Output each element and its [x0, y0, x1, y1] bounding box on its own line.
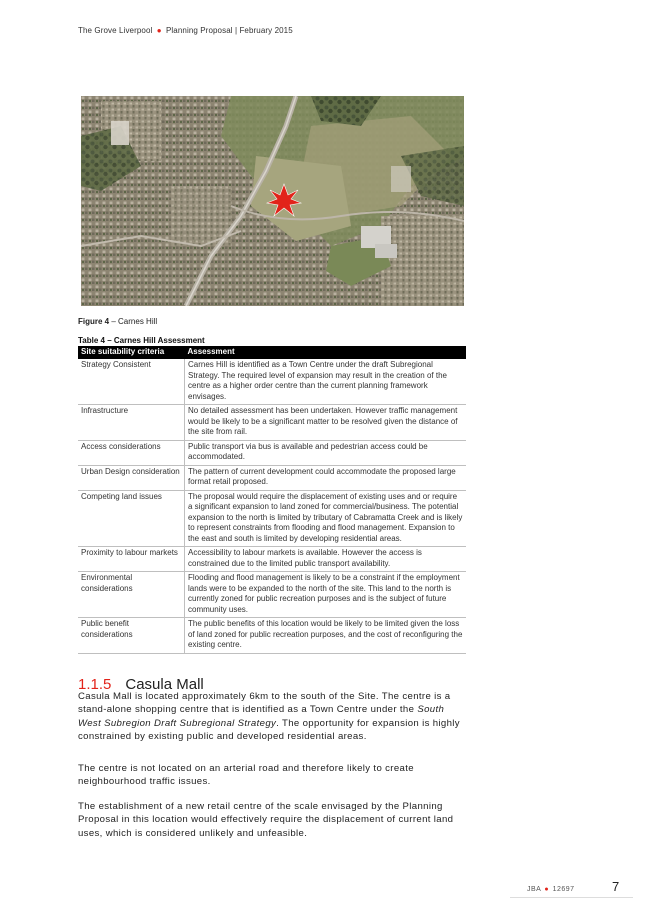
figure-caption — [78, 317, 157, 326]
assessment-cell: Accessibility to labour markets is available. However the access is constrained due to the limited public transport availability. — [185, 547, 467, 572]
table-row — [78, 359, 466, 405]
figure-title: Carnes Hill — [118, 317, 158, 326]
figure-dash: – — [109, 317, 119, 326]
paragraph-3: The establishment of a new retail centre of the scale envisaged by the Planning Proposal in this location would effectively require the displacement of current land uses, which is considered unlikely and unfeasible. — [78, 801, 454, 839]
paragraph-1-end: . The opportunity for expansion is highly constrained by existing public and developed residential areas. — [78, 717, 460, 742]
table-row — [78, 547, 466, 572]
assessment-cell: Flooding and flood management is likely to be a constraint if the employment lands were to be expanded to the north of the site. This land to the north is currently zoned for public recreation purposes and is the subject of future community uses. — [185, 572, 467, 618]
column-header-criteria: Site suitability criteria — [78, 346, 185, 359]
assessment-cell: Public transport via bus is available and pedestrian access could be accommodated. — [185, 440, 467, 465]
criteria-cell: Competing land issues — [78, 490, 185, 547]
table-row — [78, 465, 466, 490]
figure-label: Figure 4 — [78, 317, 110, 326]
aerial-photo-carnes-hill — [81, 96, 464, 306]
footer-job-code — [527, 886, 575, 893]
paragraph-2: The centre is not located on an arterial road and therefore likely to create neighbourhood traffic issues. — [78, 763, 414, 788]
criteria-cell: Access considerations — [78, 440, 185, 465]
footer-divider — [510, 897, 633, 898]
criteria-cell: Public benefit considerations — [78, 618, 185, 654]
footer-org: JBA — [527, 886, 541, 893]
paragraph-1 — [78, 690, 470, 743]
assessment-cell: Carnes Hill is identified as a Town Centre under the draft Subregional Strategy. The required level of expansion may result in the creation of the centre as a higher order centre than the current planning framework envisages. — [185, 359, 467, 405]
table-row — [78, 405, 466, 441]
table-row — [78, 490, 466, 547]
criteria-cell: Infrastructure — [78, 405, 185, 441]
column-header-assessment: Assessment — [185, 346, 467, 359]
page-number: 7 — [612, 879, 620, 894]
criteria-cell: Strategy Consistent — [78, 359, 185, 405]
criteria-cell: Urban Design consideration — [78, 465, 185, 490]
assessment-cell: The proposal would require the displacement of existing uses and or require a significant expansion to land zoned for commercial/business. The potential expansion to the north is limited by tributary of Cabramatta Creek and is likely to represent constraints from flooding and flood management. Expansion to the east and south is limited by developing residential areas. — [185, 490, 467, 547]
criteria-cell: Environmental considerations — [78, 572, 185, 618]
section-number: 1.1.5 — [78, 676, 112, 693]
header-separator: ● — [156, 26, 162, 35]
criteria-cell: Proximity to labour markets — [78, 547, 185, 572]
section-title: Casula Mall — [125, 676, 204, 693]
header-right-text: Planning Proposal | February 2015 — [165, 26, 293, 35]
table-row — [78, 572, 466, 618]
footer-separator: ● — [544, 886, 550, 893]
header-left-text: The Grove Liverpool — [78, 26, 153, 35]
running-header — [78, 26, 293, 35]
table-header-row — [78, 346, 466, 359]
table-row — [78, 618, 466, 654]
assessment-cell: The pattern of current development could accommodate the proposed large format retail proposed. — [185, 465, 467, 490]
assessment-cell: The public benefits of this location would be likely to be limited given the loss of land zoned for public recreation purposes, and the cost of reconfiguring the existing centre. — [185, 618, 467, 654]
paragraph-1-strategy-name: South West Subregion Draft Subregional Strategy — [78, 704, 445, 729]
table-title: Table 4 – Carnes Hill Assessment — [78, 336, 205, 345]
assessment-table — [78, 346, 466, 654]
paragraph-1-start: Casula Mall is located approximately 6km to the south of the Site. The centre is a stand-alone shopping centre that is identified as a Town Centre under the — [78, 691, 451, 716]
assessment-cell: No detailed assessment has been undertaken. However traffic management would be likely to be a significant matter to be resolved given the distance of the site from rail. — [185, 405, 467, 441]
footer-code: 12697 — [552, 886, 575, 893]
table-row — [78, 440, 466, 465]
